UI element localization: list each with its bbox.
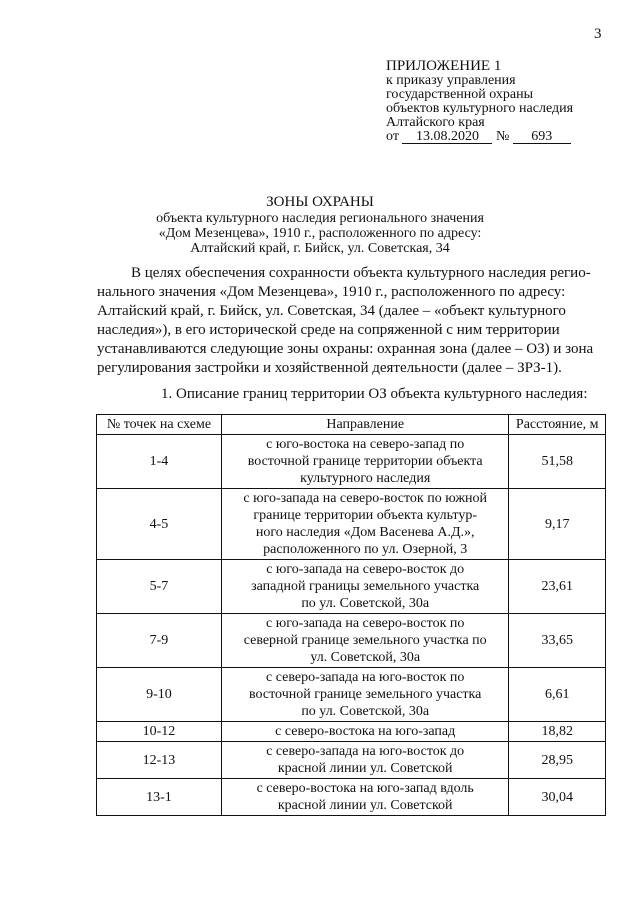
paragraph-line: нального значения «Дом Мезенцева», 1910 г., расположенного по адресу: bbox=[97, 284, 566, 300]
date-prefix: от bbox=[386, 129, 399, 144]
table-row bbox=[97, 742, 606, 779]
document-heading bbox=[0, 194, 640, 256]
direction-line: с юго-запада на северо-восток до bbox=[266, 562, 465, 577]
order-date: 13.08.2020 bbox=[402, 130, 492, 144]
paragraph-line: В целях обеспечения сохранности объекта культурного наследия регио- bbox=[131, 265, 591, 281]
header-distance: Расстояние, м bbox=[509, 415, 606, 435]
cell-direction bbox=[221, 560, 509, 614]
paragraph-line: регулирования застройки и хозяйственной деятельности (далее – ЗРЗ-1). bbox=[97, 360, 562, 376]
cell-distance: 9,17 bbox=[509, 489, 606, 560]
table-row bbox=[97, 668, 606, 722]
table-row bbox=[97, 722, 606, 742]
cell-direction bbox=[221, 668, 509, 722]
cell-distance: 51,58 bbox=[509, 435, 606, 489]
cell-distance: 33,65 bbox=[509, 614, 606, 668]
cell-points: 7-9 bbox=[97, 614, 222, 668]
cell-points: 12-13 bbox=[97, 742, 222, 779]
cell-points: 13-1 bbox=[97, 779, 222, 816]
direction-line: с северо-запада на юго-восток до bbox=[266, 744, 465, 759]
direction-line: по ул. Советской, 30а bbox=[301, 596, 430, 611]
direction-line: восточной границе земельного участка bbox=[249, 687, 482, 702]
paragraph-line: устанавливаются следующие зоны охраны: охранная зона (далее – ОЗ) и зона bbox=[97, 341, 594, 357]
cell-distance: 30,04 bbox=[509, 779, 606, 816]
direction-line: культурного наследия bbox=[300, 471, 431, 486]
direction-line: красной линии ул. Советской bbox=[277, 798, 453, 813]
appendix-title: ПРИЛОЖЕНИЕ 1 bbox=[386, 58, 502, 74]
paragraph-line: Алтайский край, г. Бийск, ул. Советская, 34 (далее – «объект культурного bbox=[97, 303, 566, 319]
table-body bbox=[97, 435, 606, 816]
cell-distance: 6,61 bbox=[509, 668, 606, 722]
direction-line: восточной границе территории объекта bbox=[247, 454, 483, 469]
header-points: № точек на схеме bbox=[97, 415, 222, 435]
heading-line: «Дом Мезенцева», 1910 г., расположенного по адресу: bbox=[158, 226, 482, 241]
heading-title: ЗОНЫ ОХРАНЫ bbox=[266, 194, 374, 210]
direction-line: ул. Советской, 30а bbox=[310, 650, 421, 665]
header-direction: Направление bbox=[221, 415, 509, 435]
direction-line: по ул. Советской, 30а bbox=[301, 704, 430, 719]
appendix-line: Алтайского края bbox=[386, 115, 485, 130]
direction-line: с северо-востока на юго-запад bbox=[275, 724, 456, 739]
direction-line: западной границы земельного участка bbox=[251, 579, 480, 594]
page-number: 3 bbox=[594, 26, 602, 42]
cell-points: 9-10 bbox=[97, 668, 222, 722]
table-header-row bbox=[97, 415, 606, 435]
direction-line: с северо-запада на юго-восток по bbox=[266, 670, 465, 685]
appendix-line: объектов культурного наследия bbox=[386, 101, 574, 116]
boundary-table bbox=[96, 414, 606, 816]
direction-line: с юго-запада на северо-восток по bbox=[266, 616, 465, 631]
table-row bbox=[97, 489, 606, 560]
cell-direction bbox=[221, 435, 509, 489]
cell-direction bbox=[221, 614, 509, 668]
table-row bbox=[97, 435, 606, 489]
table-row bbox=[97, 614, 606, 668]
paragraph-line: наследия»), в его исторической среде на сопряженной с ним территории bbox=[97, 322, 560, 338]
cell-points: 5-7 bbox=[97, 560, 222, 614]
cell-direction bbox=[221, 742, 509, 779]
appendix-line: к приказу управления bbox=[386, 73, 516, 88]
table-row bbox=[97, 779, 606, 816]
heading-line: объекта культурного наследия регионального значения bbox=[156, 211, 484, 226]
cell-direction bbox=[221, 489, 509, 560]
cell-points: 10-12 bbox=[97, 722, 222, 742]
order-number: 693 bbox=[513, 130, 571, 144]
cell-distance: 28,95 bbox=[509, 742, 606, 779]
direction-line: расположенного по ул. Озерной, 3 bbox=[263, 542, 468, 557]
direction-line: с северо-востока на юго-запад вдоль bbox=[256, 781, 474, 796]
direction-line: ного наследия «Дом Васенева А.Д.», bbox=[255, 525, 475, 540]
direction-line: границе территории объекта культур- bbox=[253, 508, 478, 523]
cell-points: 4-5 bbox=[97, 489, 222, 560]
cell-distance: 23,61 bbox=[509, 560, 606, 614]
section-title: 1. Описание границ территории ОЗ объекта культурного наследия: bbox=[161, 386, 588, 402]
cell-distance: 18,82 bbox=[509, 722, 606, 742]
appendix-block bbox=[386, 58, 573, 144]
intro-paragraph bbox=[97, 264, 603, 378]
direction-line: с юго-запада на северо-восток по южной bbox=[243, 491, 487, 506]
cell-points: 1-4 bbox=[97, 435, 222, 489]
direction-line: северной границе земельного участка по bbox=[243, 633, 487, 648]
cell-direction bbox=[221, 722, 509, 742]
direction-line: с юго-востока на северо-запад по bbox=[266, 437, 465, 452]
appendix-line: государственной охраны bbox=[386, 87, 534, 102]
table-row bbox=[97, 560, 606, 614]
number-sign: № bbox=[495, 129, 510, 144]
cell-direction bbox=[221, 779, 509, 816]
direction-line: красной линии ул. Советской bbox=[277, 761, 453, 776]
heading-line: Алтайский край, г. Бийск, ул. Советская, 34 bbox=[190, 241, 450, 256]
appendix-date-line bbox=[386, 130, 573, 144]
